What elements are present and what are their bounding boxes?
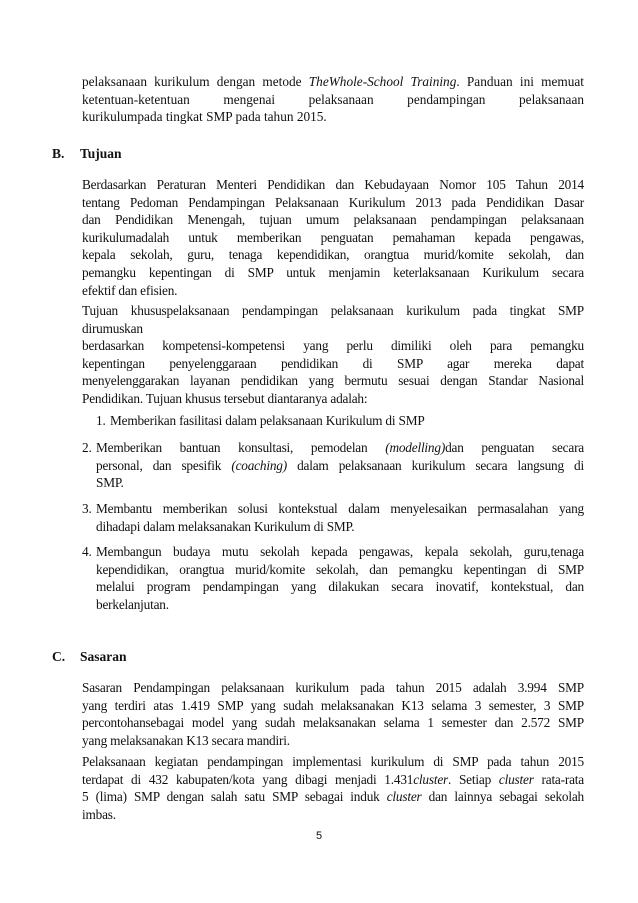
list-number: 4. [82,544,92,559]
text-line: dan Pendidikan Menengah, tujuan umum pelaksanaan pendampingan pelaksanaan [82,212,584,228]
text-line: Berdasarkan Peraturan Menteri Pendidikan dan Kebudayaan Nomor 105 Tahun 2014 [82,177,584,192]
section-b-title: Tujuan [80,146,122,161]
text-line: kepentingan penyelenggaraan pendidikan di SMP agar mereka dapat [82,355,584,371]
text-line: percontohansebagai model yang sudah melaksanakan selama 1 semester dan 2.572 SMP [82,715,584,731]
text-line: 1. Memberikan fasilitasi dalam pelaksanaan Kurikulum di SMP [82,412,584,430]
list-item [82,543,584,613]
text-line: pemangku kepentingan di SMP untuk menjamin keterlaksanaan Kurikulum secara [82,264,584,280]
text-line: Membangun budaya mutu sekolah kepada pengawas, kepala sekolah, guru,tenaga [96,544,584,559]
list-number: 3. [82,501,92,516]
text-line: terdapat di 432 kabupaten/kota yang dibagi menjadi 1.431cluster. Setiap cluster rata-rata [82,771,584,787]
section-b-label: B. [52,146,65,161]
section-c-heading [52,649,127,665]
text-line: kurikulumadalah untuk memberikan penguatan pemahaman kepada pengawas, [82,229,584,245]
text-line: Membantu memberikan solusi kontekstual dalam menyelesaikan permasalahan yang [96,501,584,516]
text-line: kependidikan, orangtua murid/komite sekolah, dan pemangku kepentingan di SMP [96,561,584,577]
intro-paragraph [82,73,584,126]
text-line: personal, dan spesifik (coaching) dalam pelaksanaan kurikulum secara langsung di [96,457,584,473]
section-c-title: Sasaran [80,649,127,664]
text-line: Memberikan bantuan konsultasi, pemodelan (modelling)dan penguatan secara [96,440,585,455]
text-line: efektif dan efisien. [82,282,178,298]
text-line: pelaksanaan kurikulum dengan metode TheWhole-School Training. Panduan ini memuat [82,74,584,89]
text-line: dirumuskan [82,320,143,336]
text-line: ketentuan-ketentuan mengenai pelaksanaan pendampingan pelaksanaan [82,91,584,107]
text-line: imbas. [82,806,116,822]
text-line: yang melaksanakan K13 secara mandiri. [82,732,290,748]
text-line: Pendidikan. Tujuan khusus tersebut diantaranya adalah: [82,390,368,406]
page-number: 5 [315,830,323,842]
text-line: dihadapi dalam melaksanakan Kurikulum di SMP. [96,518,355,534]
text-line: yang terdiri atas 1.419 SMP yang sudah melaksanakan K13 selama 3 semester, 3 SMP [82,697,584,713]
sasaran-paragraph [82,679,584,749]
tujuan-khusus-paragraph [82,302,584,408]
text-line: berdasarkan kompetensi-kompetensi yang perlu dimiliki oleh para pemangku [82,338,584,354]
text-line: 5 (lima) SMP dengan salah satu SMP sebagai induk cluster dan lainnya sebagai sekolah [82,789,584,805]
text-line: melalui program pendampingan yang dilakukan secara inovatif, kontekstual, dan [96,579,584,595]
list-item [82,439,584,492]
list-number: 2. [82,440,92,455]
text-line: menyelenggarakan layanan pendidikan yang bermutu sesuai dengan Standar Nasional [82,373,584,389]
section-b-heading [52,146,122,162]
section-c-label: C. [52,649,66,664]
text-line: kurikulumpada tingkat SMP pada tahun 2015. [82,109,327,125]
text-line: Sasaran Pendampingan pelaksanaan kurikulum pada tahun 2015 adalah 3.994 SMP [82,680,584,695]
pelaksanaan-paragraph [82,753,584,823]
text-line: tentang Pedoman Pendampingan Pelaksanaan Kurikulum 2013 pada Pendidikan Dasar [82,194,584,210]
text-line: berkelanjutan. [96,596,169,612]
list-number: 1. [96,413,106,428]
text-line: kepala sekolah, guru, tenaga kependidikan, orangtua murid/komite sekolah, dan [82,247,584,263]
list-item [82,500,584,535]
text-line: SMP. [96,475,124,491]
text-line: Tujuan khususpelaksanaan pendampingan pelaksanaan kurikulum pada tingkat SMP [82,303,584,318]
list-item [82,412,584,430]
tujuan-umum-paragraph [82,176,584,299]
text-line: Pelaksanaan kegiatan pendampingan implementasi kurikulum di SMP pada tahun 2015 [82,754,584,769]
